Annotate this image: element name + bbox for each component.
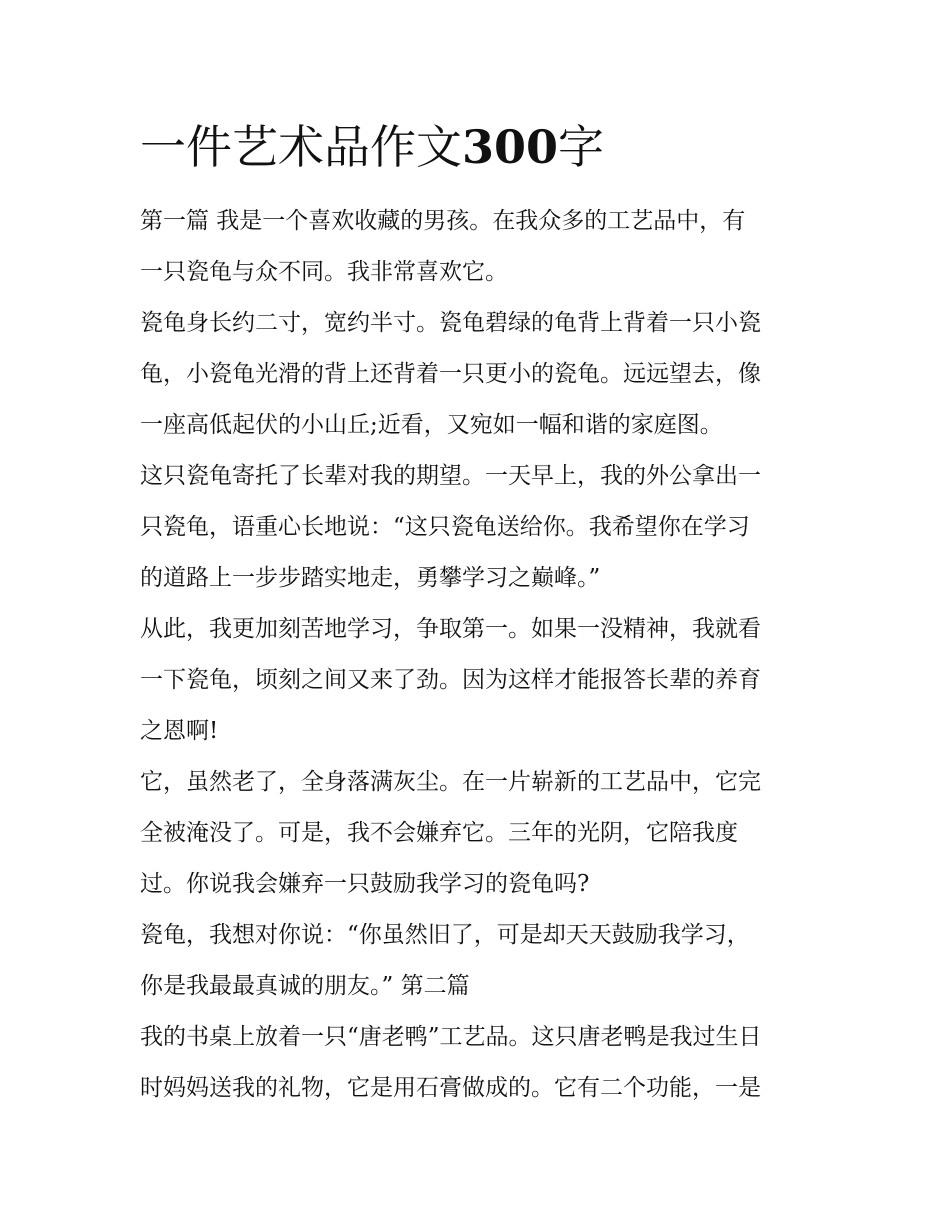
- text-line: 只瓷龟，语重心长地说：“这只瓷龟送给你。我希望你在学习: [140, 514, 750, 540]
- text-line: 龟，小瓷龟光滑的背上还背着一只更小的瓷龟。远远望去，像: [140, 361, 761, 387]
- text-line: 第一篇 我是一个喜欢收藏的男孩。在我众多的工艺品中，有: [140, 208, 746, 234]
- title-suffix: 字: [558, 120, 605, 174]
- text-line: 你是我最最真诚的朋友。” 第二篇: [140, 973, 470, 999]
- text-line: 之恩啊!: [140, 718, 219, 744]
- text-line: 瓷龟，我想对你说：“你虽然旧了，可是却天天鼓励我学习，: [140, 922, 750, 948]
- text-line: 瓷龟身长约二寸，宽约半寸。瓷龟碧绿的龟背上背着一只小瓷: [140, 310, 761, 336]
- title-prefix: 一件艺术品作文: [140, 120, 462, 174]
- text-line: 一只瓷龟与众不同。我非常喜欢它。: [140, 259, 508, 285]
- text-line: 一座高低起伏的小山丘;近看，又宛如一幅和谐的家庭图。: [140, 412, 723, 438]
- text-line: 的道路上一步步踏实地走，勇攀学习之巅峰。”: [140, 565, 601, 591]
- title-number: 300: [462, 120, 559, 174]
- text-line: 全被淹没了。可是，我不会嫌弃它。三年的光阴，它陪我度: [140, 820, 738, 846]
- document-body: [140, 196, 820, 1114]
- text-line: 它，虽然老了，全身落满灰尘。在一片崭新的工艺品中，它完: [140, 769, 761, 795]
- text-line: 我的书桌上放着一只“唐老鸭”工艺品。这只唐老鸭是我过生日: [140, 1024, 762, 1050]
- text-line: 从此，我更加刻苦地学习，争取第一。如果一没精神，我就看: [140, 616, 761, 642]
- text-line: 这只瓷龟寄托了长辈对我的期望。一天早上，我的外公拿出一: [140, 463, 761, 489]
- text-line: 时妈妈送我的礼物，它是用石膏做成的。它有二个功能，一是: [140, 1075, 761, 1101]
- document-title: [140, 115, 820, 179]
- text-line: 过。你说我会嫌弃一只鼓励我学习的瓷龟吗?: [140, 871, 590, 897]
- text-line: 一下瓷龟，顷刻之间又来了劲。因为这样才能报答长辈的养育: [140, 667, 761, 693]
